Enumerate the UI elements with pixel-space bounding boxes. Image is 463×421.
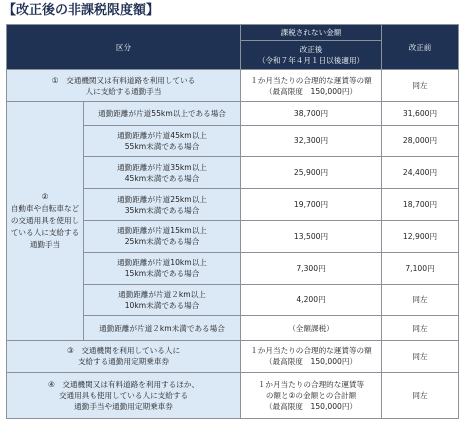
distance-before: 28,000円	[382, 125, 459, 157]
distance-label: 通勤距離が片道55km以上である場合	[84, 101, 241, 125]
page-title: 【改正後の非課税限度額】	[3, 3, 160, 18]
row2-label-line2: の交通用具を使用し	[10, 215, 80, 225]
distance-after: 7,300円	[241, 252, 382, 284]
distance-row-1	[7, 101, 459, 125]
distance-after: （全額課税）	[241, 316, 382, 341]
row3-label	[7, 340, 241, 372]
distance-after: 38,700円	[241, 101, 382, 125]
table-row-1	[7, 70, 459, 102]
distance-before: 12,900円	[382, 220, 459, 252]
distance-label	[84, 157, 241, 189]
distance-label-line2: 15km未満である場合	[124, 269, 200, 279]
header-after-line2: （令和７年４月１日以後適用）	[257, 56, 365, 66]
row1-after-line1: １か月当たりの合理的な運賃等の額	[250, 75, 372, 85]
distance-label: 通勤距離が片道２km未満である場合	[84, 316, 241, 341]
distance-label	[84, 220, 241, 252]
row2-label-line1: 自動車や自転車など	[10, 203, 80, 213]
row2-label-line4: 通勤手当	[29, 240, 61, 250]
distance-label	[84, 284, 241, 316]
row4-label-line2: 交通用具も使用している人に支給する	[58, 390, 189, 400]
distance-label-line1: 通勤距離が片道10km以上	[117, 258, 207, 268]
header-after-line1: 改正後	[299, 45, 323, 55]
distance-after: 13,500円	[241, 220, 382, 252]
row1-after-line2: （最高限度 150,000円）	[264, 86, 358, 96]
distance-label-line1: 通勤距離が片道35km以上	[117, 162, 207, 172]
row2-category	[7, 101, 84, 340]
row1-label	[7, 70, 241, 102]
row4-after-line3: （最高限度 150,000円）	[264, 401, 358, 411]
header-after	[241, 41, 382, 70]
distance-before: 7,100円	[382, 252, 459, 284]
distance-after: 25,900円	[241, 157, 382, 189]
distance-before: 同左	[382, 316, 459, 341]
row4-label-line1: ④ 交通機関又は有料道路を利用するほか、	[47, 379, 200, 389]
row2-marker: ②	[41, 191, 49, 201]
distance-before: 24,400円	[382, 157, 459, 189]
distance-label-line2: 10km未満である場合	[124, 300, 200, 310]
distance-after: 19,700円	[241, 189, 382, 221]
distance-label	[84, 125, 241, 157]
row1-label-line2: 人に支給する通勤手当	[85, 86, 162, 96]
row4-after	[241, 372, 382, 418]
row3-label-line1: ③ 交通機関を利用している人に	[66, 346, 181, 356]
distance-before: 同左	[382, 284, 459, 316]
header-before: 改正前	[382, 25, 459, 70]
distance-label-line2: 35km未満である場合	[124, 205, 200, 215]
header-exempt-amount: 課税されない金額	[241, 25, 382, 41]
row4-after-line1: １か月当たりの合理的な運賃等	[257, 379, 365, 389]
row1-after	[241, 70, 382, 102]
distance-after: 32,300円	[241, 125, 382, 157]
row4-before: 同左	[382, 372, 459, 418]
row4-after-line2: の額と②の金額との合計額	[265, 390, 357, 400]
distance-label	[84, 252, 241, 284]
distance-label-line1: 通勤距離が片道２km以上	[118, 289, 206, 299]
row1-label-line1: ① 交通機関又は有料道路を利用している	[51, 75, 196, 85]
header-row-1	[7, 25, 459, 41]
row3-after-line1: １か月当たりの合理的な運賃等の額	[250, 346, 372, 356]
distance-label-line2: 45km未満である場合	[124, 173, 200, 183]
exemption-limit-table	[6, 24, 459, 419]
row3-after-line2: （最高限度 150,000円）	[264, 357, 358, 367]
table-row-4	[7, 372, 459, 418]
distance-label-line2: 55km未満である場合	[124, 141, 200, 151]
distance-before: 31,600円	[382, 101, 459, 125]
row3-before: 同左	[382, 340, 459, 372]
row1-before: 同左	[382, 70, 459, 102]
row3-label-line2: 支給する通勤用定期乗車券	[77, 357, 170, 367]
row4-label	[7, 372, 241, 418]
row3-after	[241, 340, 382, 372]
distance-label-line2: 25km未満である場合	[124, 237, 200, 247]
distance-before: 18,700円	[382, 189, 459, 221]
row2-label-line3: ている人に支給する	[10, 227, 80, 237]
distance-label	[84, 189, 241, 221]
distance-label-line1: 通勤距離が片道25km以上	[117, 194, 207, 204]
distance-label-line1: 通勤距離が片道45km以上	[117, 130, 207, 140]
table-row-3	[7, 340, 459, 372]
distance-after: 4,200円	[241, 284, 382, 316]
row4-label-line3: 通勤手当や通勤用定期乗車券	[74, 401, 173, 411]
distance-label-line1: 通勤距離が片道15km以上	[117, 226, 207, 236]
header-category: 区分	[7, 25, 241, 70]
